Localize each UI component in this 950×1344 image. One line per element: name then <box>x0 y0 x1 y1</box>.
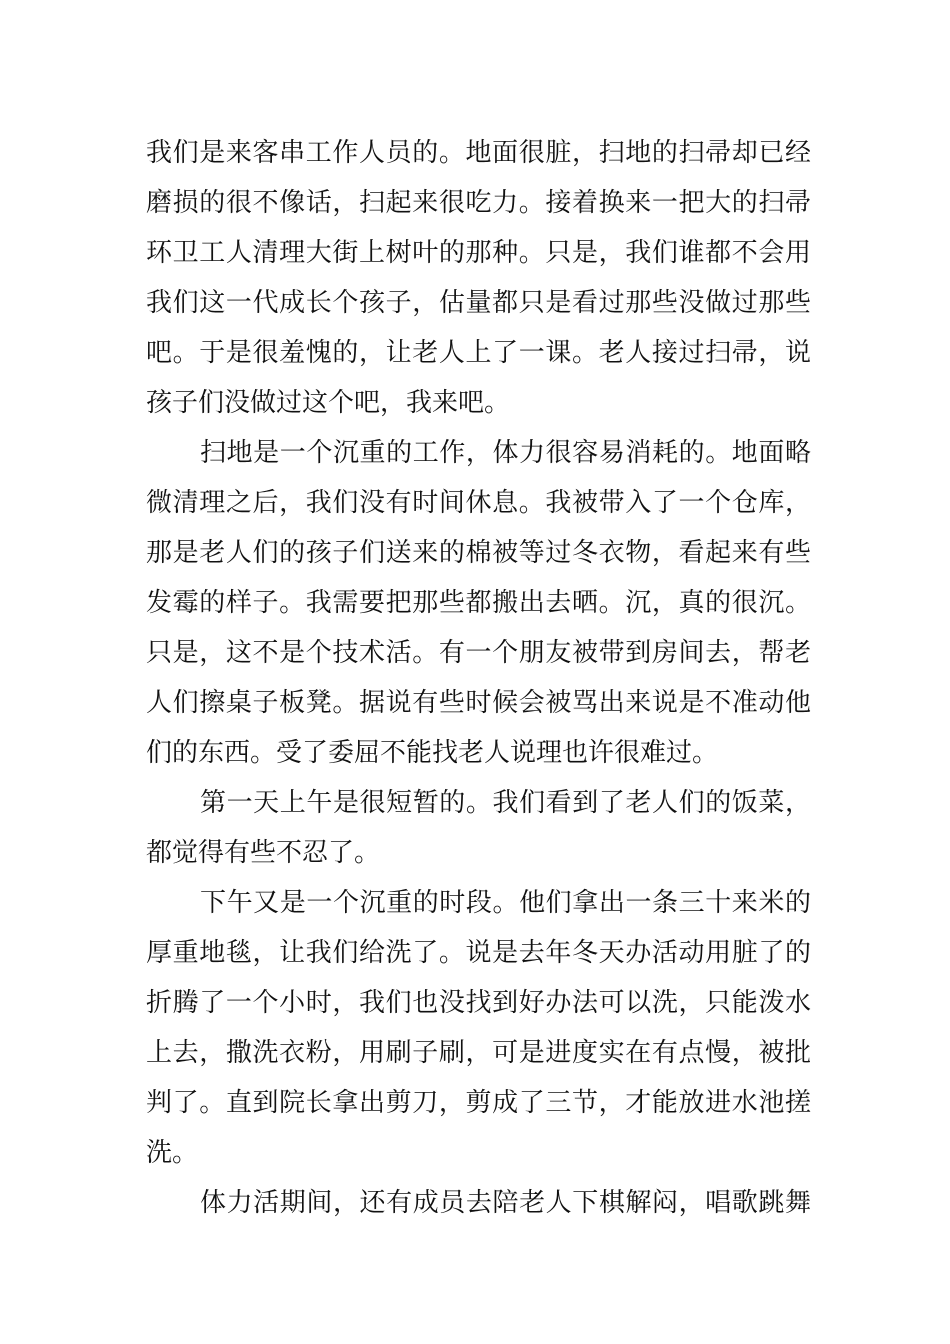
text-line: 孩子们没做过这个吧，我来吧。 <box>146 388 511 418</box>
text-line: 体力活期间，还有成员去陪老人下棋解闷，唱歌跳舞 <box>200 1188 811 1218</box>
text-line: 人们擦桌子板凳。据说有些时候会被骂出来说是不准动他 <box>146 688 811 718</box>
text-line: 吧。于是很羞愧的，让老人上了一课。老人接过扫帚，说 <box>146 338 811 368</box>
text-line: 微清理之后，我们没有时间休息。我被带入了一个仓库， <box>146 488 811 518</box>
text-line: 第一天上午是很短暂的。我们看到了老人们的饭菜， <box>200 788 811 818</box>
text-line: 厚重地毯，让我们给洗了。说是去年冬天办活动用脏了的 <box>146 938 811 968</box>
text-line: 我们这一代成长个孩子，估量都只是看过那些没做过那些 <box>146 288 811 318</box>
text-line: 那是老人们的孩子们送来的棉被等过冬衣物，看起来有些 <box>146 538 811 568</box>
text-line: 洗。 <box>146 1138 199 1168</box>
text-line: 都觉得有些不忍了。 <box>146 838 381 868</box>
text-line: 发霉的样子。我需要把那些都搬出去晒。沉，真的很沉。 <box>146 588 811 618</box>
document-body <box>146 128 811 1228</box>
text-line: 上去，撒洗衣粉，用刷子刷，可是进度实在有点慢，被批 <box>146 1038 811 1068</box>
text-line: 环卫工人清理大街上树叶的那种。只是，我们谁都不会用 <box>146 238 811 268</box>
text-line: 折腾了一个小时，我们也没找到好办法可以洗，只能泼水 <box>146 988 811 1018</box>
text-line: 判了。直到院长拿出剪刀，剪成了三节，才能放进水池搓 <box>146 1088 811 1118</box>
text-line: 下午又是一个沉重的时段。他们拿出一条三十来米的 <box>200 888 811 918</box>
text-line: 磨损的很不像话，扫起来很吃力。接着换来一把大的扫帚 <box>146 188 811 218</box>
text-line: 只是，这不是个技术活。有一个朋友被带到房间去，帮老 <box>146 638 811 668</box>
text-line: 扫地是一个沉重的工作，体力很容易消耗的。地面略 <box>200 438 811 468</box>
text-line: 我们是来客串工作人员的。地面很脏，扫地的扫帚却已经 <box>146 138 811 168</box>
text-line: 们的东西。受了委屈不能找老人说理也许很难过。 <box>146 738 719 768</box>
